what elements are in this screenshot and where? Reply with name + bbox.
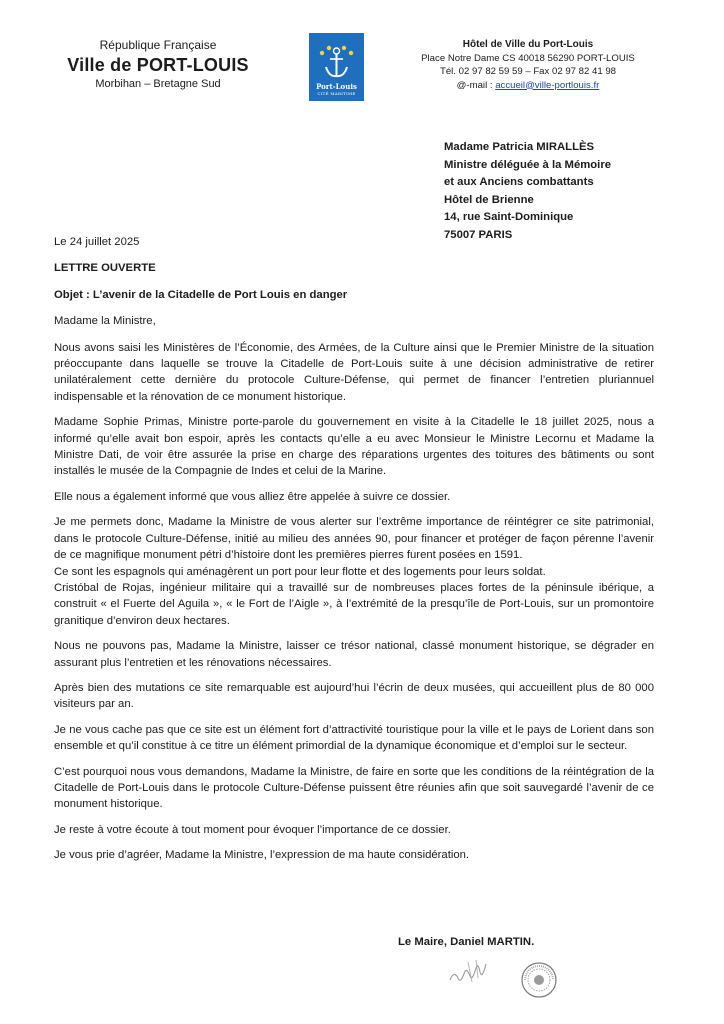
paragraph: C’est pourquoi nous vous demandons, Madame la Ministre, de faire en sorte que les conditions de la réintégration de la Citadelle de Port-Louis dans le protocole Culture-Défense puissent être réunies afin que soit sauvegardé l’avenir de ce monument historique. xyxy=(54,765,654,811)
logo-subtext: CITÉ MARITIME xyxy=(317,91,356,96)
phone-line: Tél. 02 97 82 59 59 – Fax 02 97 82 41 98 xyxy=(439,66,617,77)
subject-label: Objet : xyxy=(54,288,90,301)
recipient-block xyxy=(444,139,611,244)
email-label: @-mail : xyxy=(456,79,493,91)
recipient-line: et aux Anciens combattants xyxy=(444,176,594,188)
recipient-line: Ministre déléguée à la Mémoire xyxy=(444,158,611,171)
logo-text: Port-Louis xyxy=(316,82,357,91)
open-letter-heading: LETTRE OUVERTE xyxy=(54,262,156,275)
recipient-line: Madame Patricia MIRALLÈS xyxy=(444,141,595,153)
paragraph: Nous avons saisi les Ministères de l’Économie, des Armées, de la Culture ainsi que le Premier Ministre de la situation préoccupante dans laquelle se trouve la Citadelle de Port-Louis suite à une décision administrative de retirer unilatéralement cette dernière du protocole Culture-Défense, qui permet de financer l’entretien pluriannuel indispensable et la rénovation de ce monument historique. xyxy=(54,341,654,403)
address-line: Place Notre Dame CS 40018 56290 PORT-LOUIS xyxy=(421,52,635,64)
recipient-line: 75007 PARIS xyxy=(444,228,513,241)
signature-name: Le Maire, Daniel MARTIN. xyxy=(398,936,535,948)
paragraph: Je me permets donc, Madame la Ministre de vous alerter sur l’extrême importance de réintégrer ce site patrimonial, dans le protocole Culture-Défense, initié au milieu des années 90, pour financer et protéger de façon pérenne l’avenir de ce magnifique monument pétri d’histoire dont les premières pierres furent posées en 1591. xyxy=(54,516,654,562)
recipient-line: Hôtel de Brienne xyxy=(444,193,534,206)
paragraph: Ce sont les espagnols qui aménagèrent un port pour leur flotte et des logements pour leurs soldat. xyxy=(54,565,546,578)
paragraph: Elle nous a également informé que vous alliez être appelée à suivre ce dossier. xyxy=(54,490,451,503)
paragraph: Nous ne pouvons pas, Madame la Ministre, laisser ce trésor national, classé monument historique, se dégrader en assurant plus l’entretien et les rénovations nécessaires. xyxy=(54,640,654,669)
salutation: Madame la Ministre, xyxy=(54,315,156,328)
email-link[interactable]: accueil@ville-portlouis.fr xyxy=(495,79,600,91)
subject-text: L’avenir de la Citadelle de Port Louis en danger xyxy=(92,288,348,301)
paragraph: Madame Sophie Primas, Ministre porte-parole du gouvernement en visite à la Citadelle le 18 juillet 2025, nous a informé qu’elle avait bon espoir, après les contacts qu’elle a eu avec Monsieur le Ministre Lecornu et Madame la Ministre Dati, de voir être assurée la prise en charge des réparations urgentes des toitures des bâtiments ou sont installés le musée de la Compagnie de Indes et celui de la Marine. xyxy=(54,416,654,478)
subject-line xyxy=(54,287,654,303)
recipient-line: 14, rue Saint-Dominique xyxy=(444,211,574,223)
letter-body xyxy=(54,234,654,873)
region-label: Morbihan – Bretagne Sud xyxy=(95,78,221,90)
paragraph: Je vous prie d’agréer, Madame la Ministre, l’expression de ma haute considération. xyxy=(54,849,470,862)
port-louis-anchor-logo xyxy=(309,33,364,101)
letterhead-left xyxy=(38,38,278,92)
paragraph: Cristóbal de Rojas, ingénieur militaire qui a travaillé sur de nombreuses places fortes de la péninsule ibérique, a construit « el Fuerte del Aguila », « le Fort de l’Aigle », à l’extrémité de la presqu’île de Port-Louis, sur un promontoire granitique d’environ deux hectares. xyxy=(54,581,654,627)
handwritten-signature-icon xyxy=(446,956,496,988)
paragraph: Après bien des mutations ce site remarquable est aujourd’hui l’écrin de deux musées, qui accueillent plus de 80 000 visiteurs par an. xyxy=(54,681,654,711)
letter-date: Le 24 juillet 2025 xyxy=(54,236,140,248)
paragraph: Je reste à votre écoute à tout moment pour évoquer l’importance de ce dossier. xyxy=(54,823,451,836)
town-hall-stamp-icon xyxy=(519,960,559,1000)
republic-label: République Française xyxy=(99,38,217,52)
email-line xyxy=(418,79,638,93)
city-name: Ville de PORT-LOUIS xyxy=(67,55,249,75)
hotel-de-ville: Hôtel de Ville du Port-Louis xyxy=(462,39,594,50)
letterhead-right xyxy=(418,38,638,92)
anchor-icon xyxy=(309,33,364,83)
paragraph: Je ne vous cache pas que ce site est un élément fort d’attractivité touristique pour la ville et le pays de Lorient dans son ensemble et qu’il constitue à ce titre un élément primordial de la dynamique économique et d’emploi sur le secteur. xyxy=(54,723,654,753)
